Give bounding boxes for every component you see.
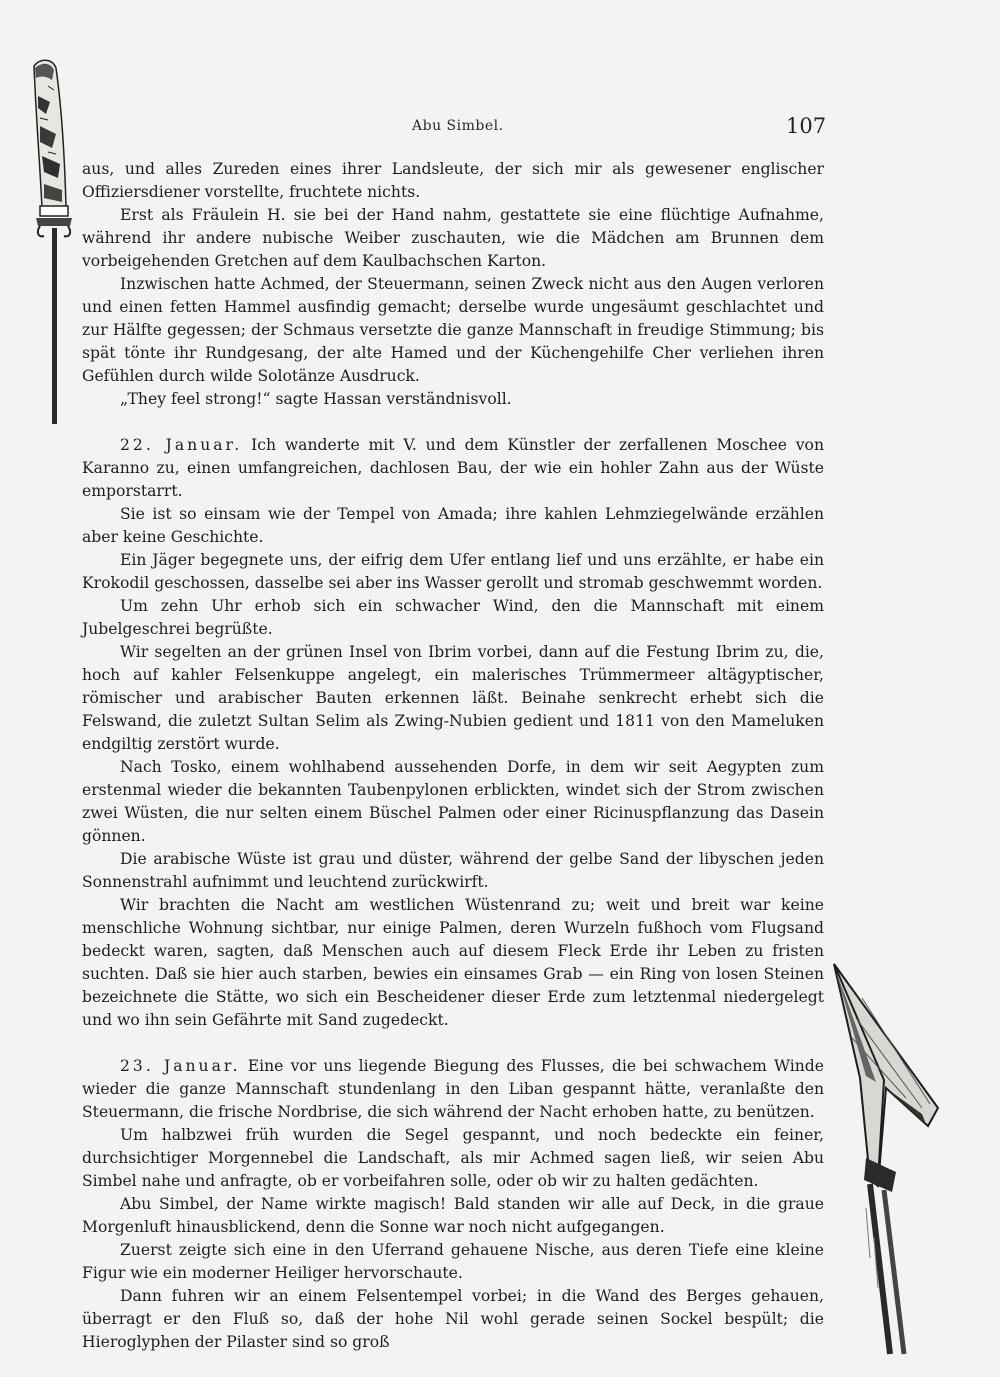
dated-paragraph <box>82 434 824 503</box>
paragraph: Um zehn Uhr erhob sich ein schwacher Wind, den die Mannschaft mit einem Jubelgeschrei begrüßte. <box>82 597 824 638</box>
spear-head-illustration <box>826 958 956 1362</box>
dated-paragraph <box>82 1055 824 1124</box>
paragraph: Um halbzwei früh wurden die Segel gespannt, und noch bedeckte ein feiner, durchsichtiger Morgennebel die Landschaft, als mir Achmed sagen ließ, wir seien Abu Simbel nahe und anfragte, ob er vorbeifahren solle, oder ob wir zu halten gedächten. <box>82 1126 824 1190</box>
paragraph: aus, und alles Zureden eines ihrer Landsleute, der sich mir als gewesener englischer Offiziersdiener vorstellte, fruchtete nichts. <box>82 160 824 201</box>
paragraph-text: Eine vor uns liegende Biegung des Flusses, die bei schwachem Winde wieder die ganze Mannschaft stundenlang in den Liban gespannt hätte, veranlaßte den Steuermann, die frische Nordbrise, die sich während der Nacht erhoben hatte, zu benützen. <box>82 1057 824 1121</box>
paragraph-text: Ich wanderte mit V. und dem Künstler der zerfallenen Moschee von Karanno zu, einen umfangreichen, dachlosen Bau, der wie ein hohler Zahn aus der Wüste emporstarrt. <box>82 436 824 500</box>
paragraph: Zuerst zeigte sich eine in den Uferrand gehauene Nische, aus deren Tiefe eine kleine Figur wie ein moderner Heiliger hervorschaute. <box>82 1241 824 1282</box>
paragraph: „They feel strong!“ sagte Hassan verständnisvoll. <box>120 390 512 408</box>
date-heading: 23. Januar. <box>120 1057 241 1075</box>
page-number: 107 <box>786 114 827 138</box>
paragraph: Ein Jäger begegnete uns, der eifrig dem Ufer entlang lief und uns erzählte, er habe ein Krokodil geschossen, dasselbe sei aber ins Wasser gerollt und stromab geschwemmt worden. <box>82 551 824 592</box>
date-heading: 22. Januar. <box>120 436 243 454</box>
running-head: Abu Simbel. <box>412 118 504 134</box>
paragraph: Abu Simbel, der Name wirkte magisch! Bald standen wir alle auf Deck, in die graue Morgenluft hinausblickend, denn die Sonne war noch nicht aufgegangen. <box>82 1195 824 1236</box>
paragraph: Inzwischen hatte Achmed, der Steuermann, seinen Zweck nicht aus den Augen verloren und einen fetten Hammel ausfindig gemacht; derselbe wurde ungesäumt geschlachtet und zur Hälfte gegessen; der Schmaus versetzte die ganze Mannschaft in freudige Stimmung; bis spät tönte ihr Rundgesang, der alte Hamed und der Küchengehilfe Cher verliehen ihren Gefühlen durch wilde Solotänze Ausdruck. <box>82 275 824 385</box>
spear-shaft-illustration <box>26 56 76 430</box>
paragraph: Dann fuhren wir an einem Felsentempel vorbei; in die Wand des Berges gehauen, überragt er den Fluß so, daß der hohe Nil wohl gerade seinen Sockel bespült; die Hieroglyphen der Pilaster sind so groß <box>82 1287 824 1351</box>
paragraph: Sie ist so einsam wie der Tempel von Amada; ihre kahlen Lehmziegelwände erzählen aber keine Geschichte. <box>82 505 824 546</box>
body-text <box>82 158 824 1354</box>
paragraph: Nach Tosko, einem wohlhabend aussehenden Dorfe, in dem wir seit Aegypten zum erstenmal wieder die bekannten Taubenpylonen erblickten, windet sich der Strom zwischen zwei Wüsten, die nur selten einem Büschel Palmen oder einer Ricinuspflanzung das Dasein gönnen. <box>82 758 824 845</box>
paragraph: Wir brachten die Nacht am westlichen Wüstenrand zu; weit und breit war keine menschliche Wohnung sichtbar, nur einige Palmen, deren Wurzeln fußhoch vom Flugsand bedeckt waren, sagten, daß Menschen auch auf diesem Fleck Erde ihr Leben zu fristen suchten. Daß sie hier auch starben, bewies ein einsames Grab — ein Ring von losen Steinen bezeichnete die Stätte, wo sich ein Bescheidener dieser Erde zum letztenmal niedergelegt und wo ihn sein Gefährte mit Sand zugedeckt. <box>82 896 824 1029</box>
paragraph: Wir segelten an der grünen Insel von Ibrim vorbei, dann auf die Festung Ibrim zu, die, hoch auf kahler Felsenkuppe angelegt, ein malerisches Trümmermeer altägyptischer, römischer und arabischer Bauten erkennen läßt. Beinahe senkrecht erhebt sich die Felswand, die zuletzt Sultan Selim als Zwing-Nubien gedient und 1811 von den Mameluken endgiltig zerstört wurde. <box>82 643 824 753</box>
paragraph: Die arabische Wüste ist grau und düster, während der gelbe Sand der libyschen jeden Sonnenstrahl aufnimmt und leuchtend zurückwirft. <box>82 850 824 891</box>
paragraph: Erst als Fräulein H. sie bei der Hand nahm, gestattete sie eine flüchtige Aufnahme, während ihr andere nubische Weiber zuschauten, wie die Mädchen am Brunnen dem vorbeigehenden Gretchen auf dem Kaulbachschen Karton. <box>82 206 824 270</box>
